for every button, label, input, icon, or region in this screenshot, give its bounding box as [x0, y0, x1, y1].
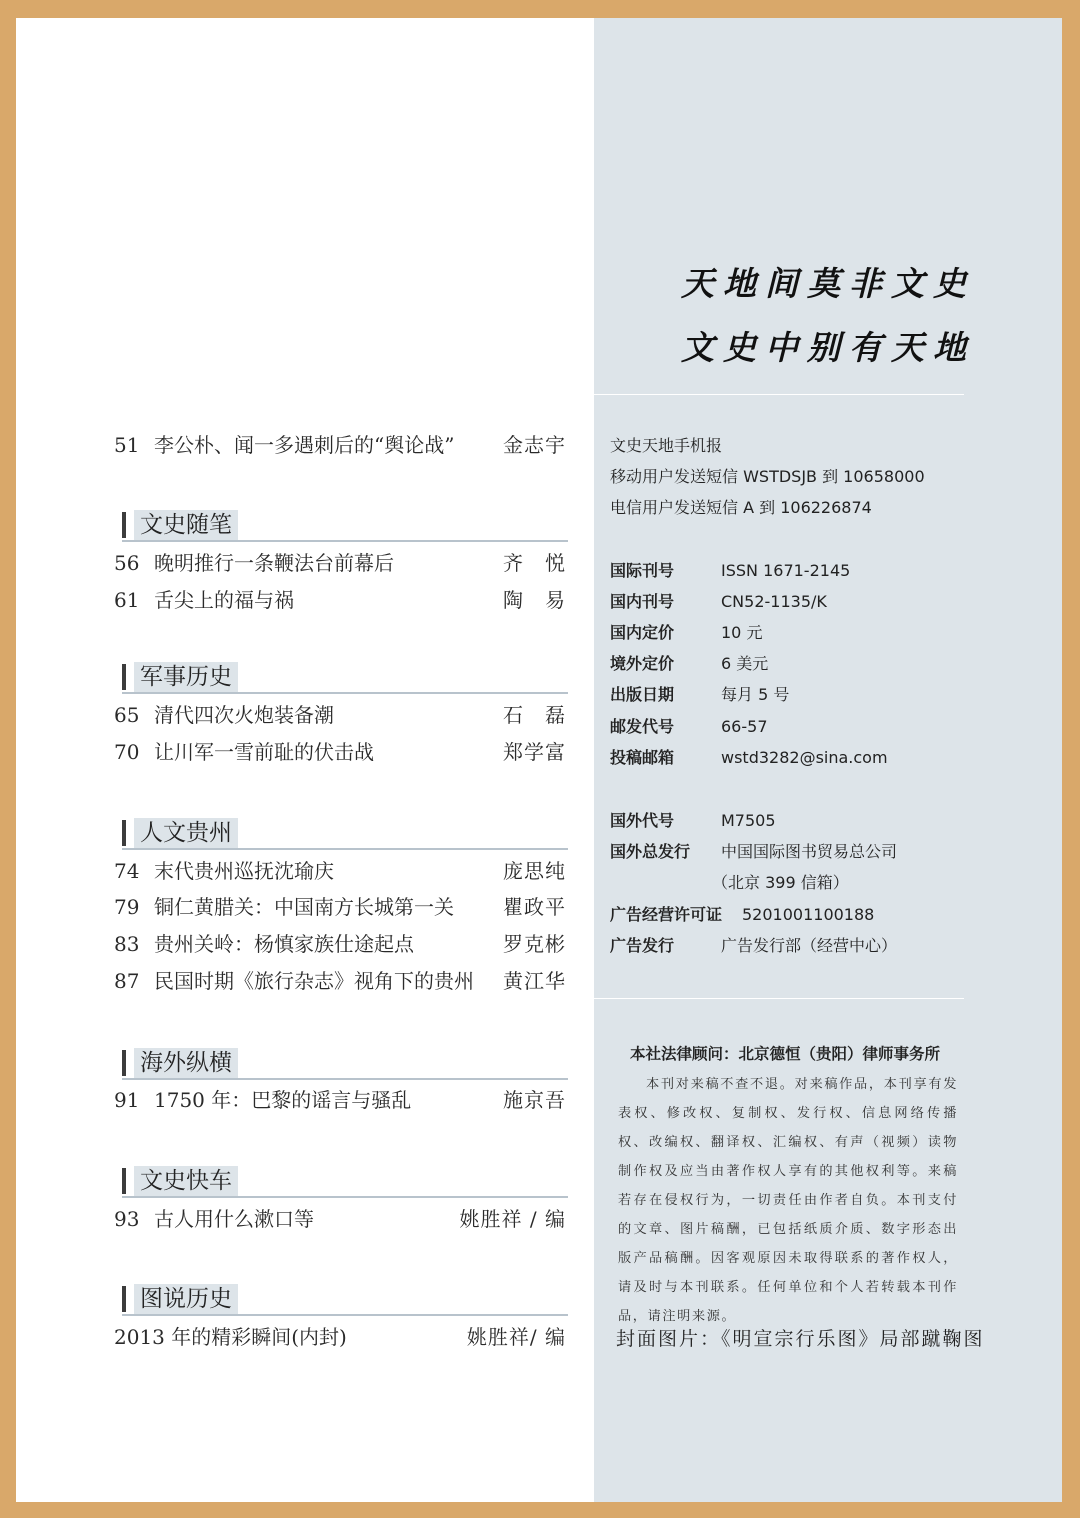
info-value: M7505 [721, 811, 776, 830]
info-value: 10 元 [721, 623, 763, 642]
article-title: 清代四次火炮装备潮 [154, 703, 334, 727]
article-title: 古人用什么漱口等 [154, 1207, 314, 1231]
author: 姚胜祥 / 编 [459, 1207, 566, 1231]
info-value: 广告发行部（经营中心） [721, 936, 898, 955]
author: 石 磊 [503, 703, 566, 727]
section-title: 军事历史 [134, 662, 238, 692]
page-number: 56 [114, 551, 140, 575]
article-title: 贵州关岭：杨慎家族仕途起点 [154, 932, 414, 956]
section-header [122, 1166, 574, 1200]
info-label: 境外定价 [610, 654, 675, 673]
page-number: 93 [114, 1207, 140, 1231]
page-number: 87 [114, 969, 140, 993]
toc-entry[interactable] [114, 1085, 566, 1115]
info-value: 66-57 [721, 717, 768, 736]
info-label: 投稿邮箱 [610, 748, 675, 767]
toc-entry[interactable] [114, 737, 566, 767]
section-marker [122, 820, 126, 846]
author: 姚胜祥/ 编 [466, 1325, 566, 1349]
section-rule [122, 1196, 568, 1198]
cover-credit: 封面图片：《明宣宗行乐图》局部蹴鞠图 [616, 1328, 985, 1350]
article-title: 末代贵州巡抚沈瑜庆 [154, 859, 334, 883]
article-title: 2013 年的精彩瞬间(内封) [114, 1325, 347, 1349]
info-value: CN52-1135/K [721, 592, 827, 611]
page-number: 61 [114, 588, 140, 612]
section-marker [122, 664, 126, 690]
article-title: 李公朴、闻一多遇刺后的“舆论战” [154, 433, 455, 457]
section-rule [122, 540, 568, 542]
page-number: 51 [114, 433, 140, 457]
info-label: 国外总发行 [610, 842, 691, 861]
toc-entry[interactable] [114, 892, 566, 922]
section-rule [122, 692, 568, 694]
copyright-notice: 本刊对来稿不查不退。对来稿作品，本刊享有发表权、修改权、复制权、发行权、信息网络传播权、改编权、翻译权、汇编权、有声（视频）读物制作权及应当由著作权人享有的其他权利等。来稿若存在侵权行为，一切责任由作者自负。本刊支付的文章、图片稿酬，已包括纸质介质、数字形态出版产品稿酬。因客观原因未取得联系的著作权人，请及时与本刊联系。任何单位和个人若转载本刊作品，请注明来源。 [618, 1077, 958, 1324]
legal-counsel: 本社法律顾问：北京德恒（贵阳）律师事务所 [630, 1045, 941, 1063]
author: 庞思纯 [503, 859, 566, 883]
info-value: ISSN 1671-2145 [721, 561, 851, 580]
section-title: 文史快车 [134, 1166, 238, 1196]
author: 陶 易 [503, 588, 566, 612]
masthead-panel [594, 18, 1062, 1502]
section-title: 图说历史 [134, 1284, 238, 1314]
page-number: 65 [114, 703, 140, 727]
section-marker [122, 1286, 126, 1312]
telecom-subscribe-line: 电信用户发送短信 A 到 106226874 [610, 498, 872, 517]
toc-entry[interactable] [114, 1322, 566, 1352]
info-label: 国外代号 [610, 811, 675, 830]
info-value: 6 美元 [721, 654, 769, 673]
section-title: 海外纵横 [134, 1048, 238, 1078]
toc-entry[interactable] [114, 856, 566, 886]
section-rule [122, 1314, 568, 1316]
info-label: 出版日期 [610, 685, 675, 704]
info-label: 国内定价 [610, 623, 675, 642]
toc-entry[interactable] [114, 929, 566, 959]
section-header [122, 662, 574, 696]
section-marker [122, 1168, 126, 1194]
divider [594, 394, 964, 395]
article-title: 民国时期《旅行杂志》视角下的贵州 [154, 969, 474, 993]
section-title: 人文贵州 [134, 818, 238, 848]
info-label: 国际刊号 [610, 561, 675, 580]
article-title: 让川军一雪前耻的伏击战 [154, 740, 374, 764]
page-number: 83 [114, 932, 140, 956]
section-title: 文史随笔 [134, 510, 238, 540]
section-header [122, 818, 574, 852]
toc-entry[interactable] [114, 966, 566, 996]
divider [594, 998, 964, 999]
motto-line-1: 天地间莫非文史 [681, 264, 975, 303]
toc-entry[interactable] [114, 548, 566, 578]
info-label: 广告经营许可证 [610, 905, 723, 924]
author: 施京吾 [503, 1088, 566, 1112]
info-label: 邮发代号 [610, 717, 675, 736]
section-marker [122, 1050, 126, 1076]
info-value: 每月 5 号 [721, 685, 790, 704]
author: 郑学富 [503, 740, 566, 764]
info-label: 国内刊号 [610, 592, 675, 611]
page-number: 70 [114, 740, 140, 764]
toc-entry[interactable] [114, 585, 566, 615]
page-number: 79 [114, 895, 140, 919]
mobile-subscribe-line: 移动用户发送短信 WSTDSJB 到 10658000 [610, 467, 925, 486]
page-number: 74 [114, 859, 140, 883]
author: 瞿政平 [503, 895, 566, 919]
section-header [122, 510, 574, 544]
section-rule [122, 848, 568, 850]
mobile-news-title: 文史天地手机报 [610, 436, 723, 455]
info-label: 广告发行 [610, 936, 675, 955]
table-of-contents [16, 18, 594, 1502]
motto-line-2: 文史中别有天地 [681, 328, 975, 367]
section-header [122, 1284, 574, 1318]
page-number: 91 [114, 1088, 140, 1112]
toc-entry[interactable] [114, 1204, 566, 1234]
article-title: 晚明推行一条鞭法台前幕后 [154, 551, 394, 575]
section-header [122, 1048, 574, 1082]
article-title: 铜仁黄腊关：中国南方长城第一关 [154, 895, 454, 919]
info-value: （北京 399 信箱） [712, 873, 849, 892]
article-title: 1750 年：巴黎的谣言与骚乱 [154, 1088, 412, 1112]
section-marker [122, 512, 126, 538]
info-value: 中国国际图书贸易总公司 [721, 842, 898, 861]
author: 金志宇 [503, 433, 566, 457]
info-value: 5201001100188 [742, 905, 875, 924]
article-title: 舌尖上的福与祸 [154, 588, 294, 612]
magazine-page [16, 18, 1062, 1502]
author: 罗克彬 [503, 932, 566, 956]
section-rule [122, 1078, 568, 1080]
author: 黄江华 [503, 969, 566, 993]
toc-entry[interactable] [114, 430, 566, 460]
toc-entry[interactable] [114, 700, 566, 730]
author: 齐 悦 [503, 551, 566, 575]
submission-email[interactable]: wstd3282@sina.com [721, 748, 888, 767]
